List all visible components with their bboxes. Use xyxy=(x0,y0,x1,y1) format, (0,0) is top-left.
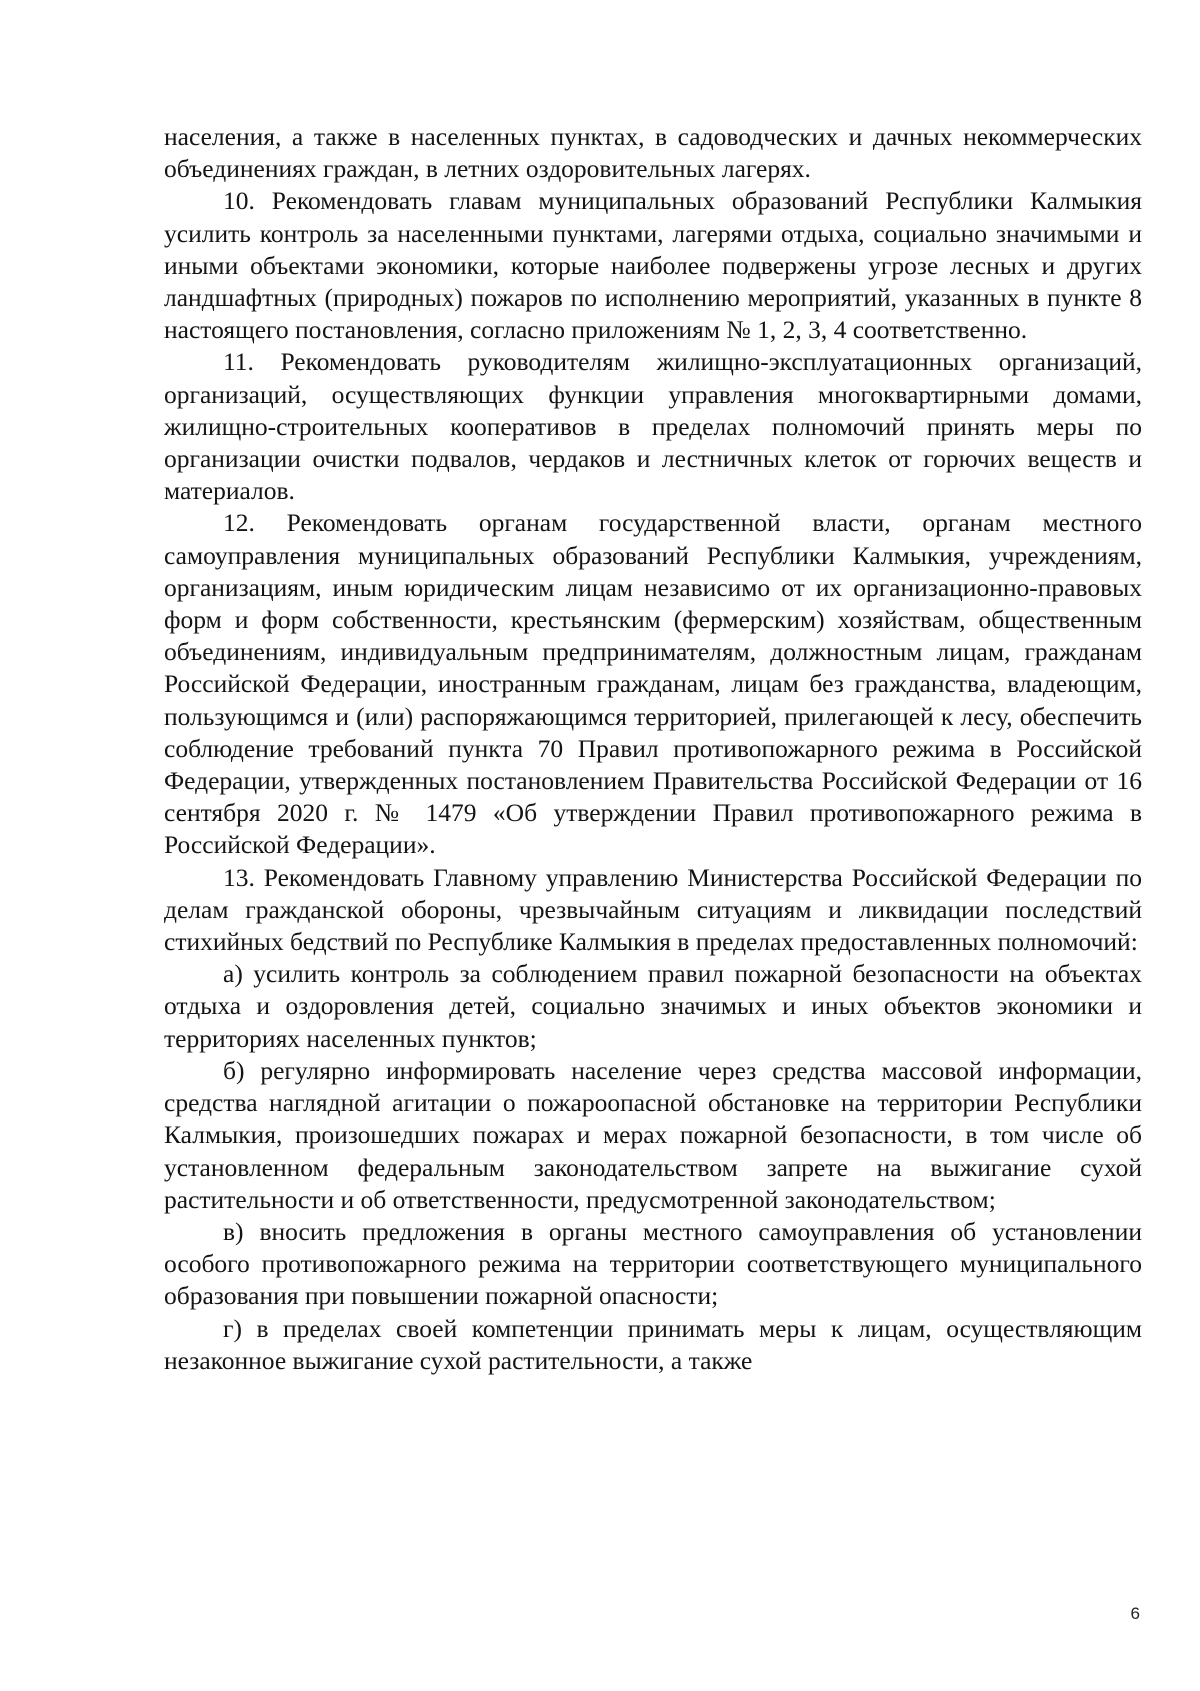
paragraph-item-11: 11. Рекомендовать руководителям жилищно-эксплуатационных организаций, организаций, осуществляющих функции управления многоквартирными домами, жилищно-строительных кооперативов в пределах полномочий принять меры по организации очистки подвалов, чердаков и лестничных клеток от горючих веществ и материалов. xyxy=(164,347,1142,506)
document-body xyxy=(164,121,1142,1377)
subparagraph-13-g: г) в пределах своей компетенции принимать меры к лицам, осуществляющим незаконное выжигание сухой растительности, а также xyxy=(164,1313,1142,1375)
paragraph-continuation: населения, а также в населенных пунктах, в садоводческих и дачных некоммерческих объединениях граждан, в летних оздоровительных лагерях. xyxy=(164,122,1142,184)
paragraph-item-12: 12. Рекомендовать органам государственной власти, органам местного самоуправления муниципальных образований Республики Калмыкия, учреждениям, организациям, иным юридическим лицам независимо от их организационно-правовых форм и форм собственности, крестьянским (фермерским) хозяйствам, общественным объединениям, индивидуальным предпринимателям, должностным лицам, гражданам Российской Федерации, иностранным гражданам, лицам без гражданства, владеющим, пользующимся и (или) распоряжающимся территорией, прилегающей к лесу, обеспечить соблюдение требований пункта 70 Правил противопожарного режима в Российской Федерации, утвержденных постановлением Правительства Российской Федерации от 16 сентября 2020 г. № 1479 «Об утверждении Правил противопожарного режима в Российской Федерации». xyxy=(164,508,1142,860)
page-number: 6 xyxy=(1130,1604,1140,1623)
paragraph-item-10: 10. Рекомендовать главам муниципальных образований Республики Калмыкия усилить контроль за населенными пунктами, лагерями отдыха, социально значимыми и иными объектами экономики, которые наиболее подвержены угрозе лесных и других ландшафтных (природных) пожаров по исполнению мероприятий, указанных в пункте 8 настоящего постановления, согласно приложениям № 1, 2, 3, 4 соответственно. xyxy=(164,186,1142,345)
subparagraph-13-b: б) регулярно информировать население через средства массовой информации, средства наглядной агитации о пожароопасной обстановке на территории Республики Калмыкия, произошедших пожарах и мерах пожарной безопасности, в том числе об установленном федеральным законодательством запрете на выжигание сухой растительности и об ответственности, предусмотренной законодательством; xyxy=(164,1055,1142,1214)
paragraph-item-13: 13. Рекомендовать Главному управлению Министерства Российской Федерации по делам гражданской обороны, чрезвычайным ситуациям и ликвидации последствий стихийных бедствий по Республике Калмыкия в пределах предоставленных полномочий: xyxy=(164,862,1142,957)
subparagraph-13-a: а) усилить контроль за соблюдением правил пожарной безопасности на объектах отдыха и оздоровления детей, социально значимых и иных объектов экономики и территориях населенных пунктов; xyxy=(164,959,1142,1053)
subparagraph-13-v: в) вносить предложения в органы местного самоуправления об установлении особого противопожарного режима на территории соответствующего муниципального образования при повышении пожарной опасности; xyxy=(164,1216,1142,1311)
